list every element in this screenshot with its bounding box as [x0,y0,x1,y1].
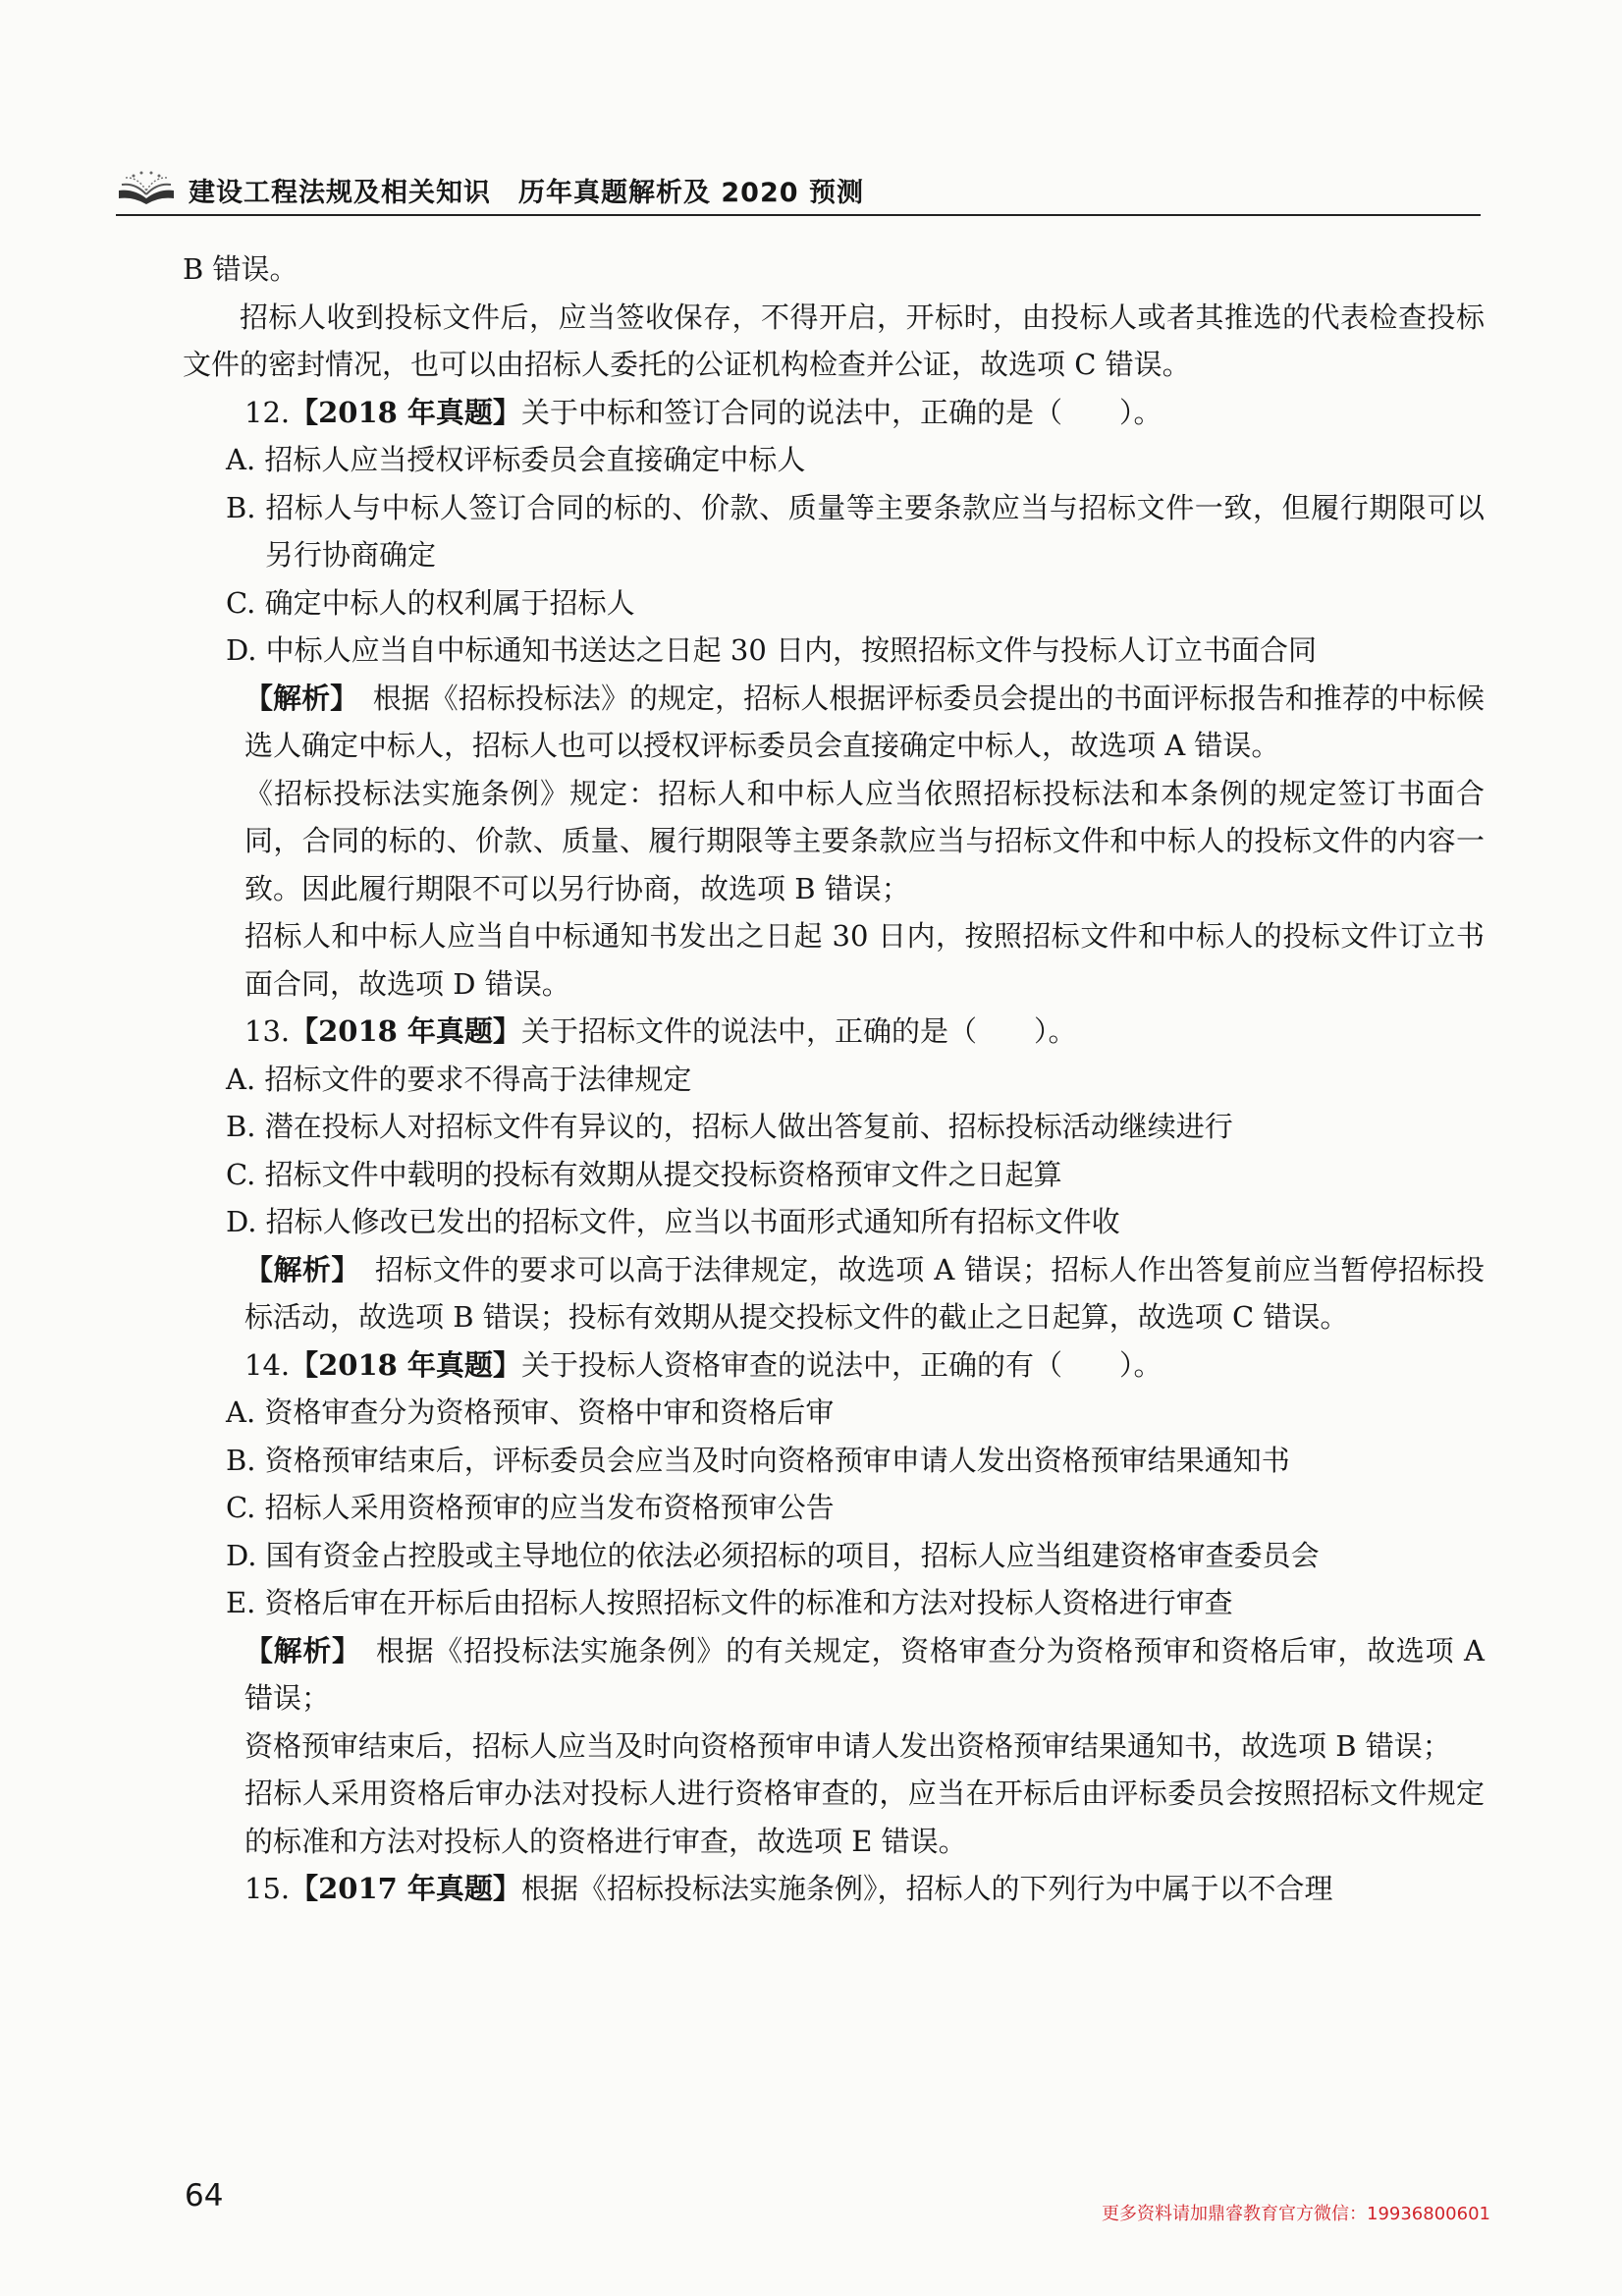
page-content [183,246,1485,1913]
explanation-paragraph: 招标人和中标人应当自中标通知书发出之日起 30 日内，按照招标文件和中标人的投标文件订立书面合同，故选项 D 错误。 [244,919,1485,1001]
question-stem: 关于投标人资格审查的说法中，正确的有（ ）。 [520,1347,1162,1382]
option-a: A. 资格审查分为资格预审、资格中审和资格后审 [226,1395,835,1429]
question-stem: 关于中标和签订合同的说法中，正确的是（ ）。 [520,395,1162,429]
question-stem: 关于招标文件的说法中，正确的是（ ）。 [520,1014,1077,1048]
question-tag: 【2017 年真题】 [290,1872,521,1905]
option-d: D. 中标人应当自中标通知书送达之日起 30 日内，按照招标文件与投标人订立书面合同 [226,633,1317,667]
running-header [116,165,1481,216]
explanation-paragraph: 招标人采用资格后审办法对投标人进行资格审查的，应当在开标后由评标委员会按照招标文件规定的标准和方法对投标人的资格进行审查，故选项 E 错误。 [244,1777,1485,1858]
open-book-icon [116,169,177,204]
option-e: E. 资格后审在开标后由招标人按照招标文件的标准和方法对投标人资格进行审查 [226,1586,1233,1619]
explanation-tag: 【解析】 [244,681,345,715]
question-14 [183,1341,1485,1390]
question-number: 15. [244,1872,291,1905]
question-15 [183,1865,1485,1913]
option-c: C. 招标文件中载明的投标有效期从提交投标资格预审文件之日起算 [226,1157,1062,1191]
question-13 [183,1008,1485,1056]
option-c: C. 确定中标人的权利属于招标人 [226,585,635,620]
explanation-paragraph: 资格预审结束后，招标人应当及时向资格预审申请人发出资格预审结果通知书，故选项 B 错误； [244,1728,1451,1763]
option-d: D. 国有资金占控股或主导地位的依法必须招标的项目，招标人应当组建资格审查委员会 [226,1538,1320,1572]
paragraph: 招标人收到投标文件后，应当签收保存，不得开启，开标时，由投标人或者其推选的代表检查投标文件的密封情况，也可以由招标人委托的公证机构检查并公证，故选项 C 错误。 [183,300,1485,381]
option-b: B. 资格预审结束后，评标委员会应当及时向资格预审申请人发出资格预审结果通知书 [226,1443,1290,1477]
explanation-text: 根据《招投标法实施条例》的有关规定，资格审查分为资格预审和资格后审，故选项 A 错误； [244,1633,1485,1715]
continued-text: B 错误。 [183,252,298,286]
question-tag: 【2018 年真题】 [290,395,521,429]
explanation [183,675,1485,770]
question-number: 14. [244,1347,291,1382]
option-b: B. 潜在投标人对招标文件有异议的，招标人做出答复前、招标投标活动继续进行 [226,1110,1233,1143]
question-tag: 【2018 年真题】 [290,1014,521,1048]
question-12 [183,389,1485,437]
option-c: C. 招标人采用资格预审的应当发布资格预审公告 [226,1491,835,1524]
option-d: D. 招标人修改已发出的招标文件，应当以书面形式通知所有招标文件收 [226,1205,1120,1238]
explanation-tag: 【解析】 [244,1633,348,1667]
explanation-text: 招标文件的要求可以高于法律规定，故选项 A 错误；招标人作出答复前应当暂停招标投标活动，故选项 B 错误；投标有效期从提交投标文件的截止之日起算，故选项 C 错误。 [244,1252,1485,1334]
footer-promo-note: 更多资料请加鼎睿教育官方微信：19936800601 [1102,2204,1490,2224]
explanation-text: 根据《招标投标法》的规定，招标人根据评标委员会提出的书面评标报告和推荐的中标候选人确定中标人，招标人也可以授权评标委员会直接确定中标人，故选项 A 错误。 [244,681,1485,762]
option-a: A. 招标人应当授权评标委员会直接确定中标人 [226,443,806,476]
header-title: 建设工程法规及相关知识 历年真题解析及 2020 预测 [189,178,864,208]
question-stem: 根据《招标投标法实施条例》，招标人的下列行为中属于以不合理 [520,1872,1333,1905]
page-number: 64 [185,2178,224,2214]
question-number: 13. [244,1014,291,1048]
explanation [183,1627,1485,1722]
question-number: 12. [244,395,291,429]
explanation [183,1246,1485,1341]
explanation-tag: 【解析】 [244,1252,347,1286]
option-a: A. 招标文件的要求不得高于法律规定 [226,1062,692,1096]
explanation-paragraph: 《招标投标法实施条例》规定：招标人和中标人应当依照招标投标法和本条例的规定签订书面合同，合同的标的、价款、质量、履行期限等主要条款应当与招标文件和中标人的投标文件的内容一致。因此履行期限不可以另行协商，故选项 B 错误； [244,776,1485,905]
option-b: B. 招标人与中标人签订合同的标的、价款、质量等主要条款应当与招标文件一致，但履行期限可以另行协商确定 [226,490,1485,572]
question-tag: 【2018 年真题】 [290,1347,521,1382]
